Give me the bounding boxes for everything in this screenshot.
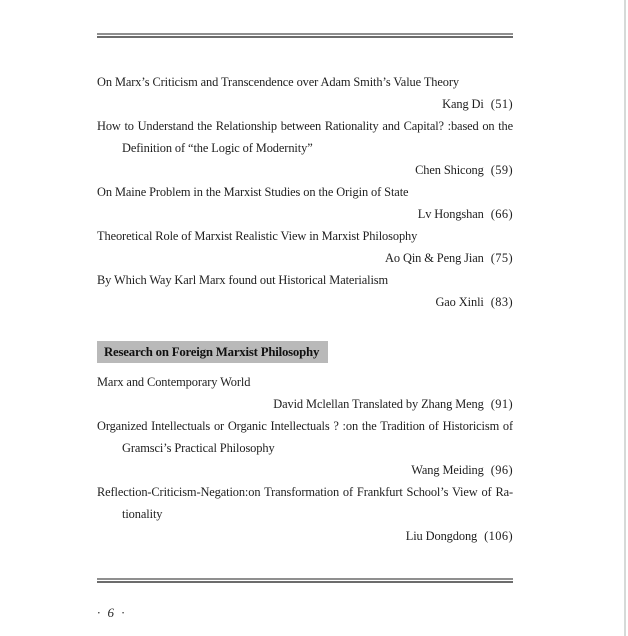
author-name: Gao Xinli <box>435 295 484 309</box>
author-name: Lv Hongshan <box>417 207 484 221</box>
toc-entry-author-line <box>97 525 513 547</box>
toc-entry-author-line <box>97 291 513 313</box>
author-name: Liu Dongdong <box>405 529 478 543</box>
author-name: David Mclellan Translated by Zhang Meng <box>273 397 484 411</box>
page-ref: (91) <box>490 397 513 411</box>
toc-entry-title: On Marx’s Criticism and Transcendence over Adam Smith’s Value Theory <box>97 75 460 89</box>
page-ref: (83) <box>490 295 513 309</box>
top-double-rule <box>97 33 513 38</box>
toc-entry-title: Marx and Contemporary World <box>97 375 251 389</box>
page-ref: (75) <box>490 251 513 265</box>
toc-entry-title-continuation: Gramsci’s Practical Philosophy <box>122 441 275 455</box>
toc-entry-title: Theoretical Role of Marxist Realistic View in Marxist Philosophy <box>97 229 418 243</box>
toc-entry-author-line <box>97 247 513 269</box>
section-header-row <box>97 341 513 363</box>
toc-entry-title: How to Understand the Relationship between Rationality and Capital? :based on the <box>97 119 513 133</box>
author-name: Ao Qin & Peng Jian <box>385 251 484 265</box>
author-name: Kang Di <box>442 97 484 111</box>
page-ref: (51) <box>490 97 513 111</box>
toc-entry-author-line <box>97 159 513 181</box>
toc-entry-title-continuation: tionality <box>122 507 163 521</box>
footer-page-number: · 6 · <box>97 605 127 620</box>
toc-entry-title: On Maine Problem in the Marxist Studies on the Origin of State <box>97 185 409 199</box>
toc-entry-title-continuation: Definition of “the Logic of Modernity” <box>122 141 313 155</box>
page-edge-line <box>624 0 626 636</box>
author-name: Wang Meiding <box>411 463 484 477</box>
page-ref: (66) <box>490 207 513 221</box>
author-name: Chen Shicong <box>415 163 484 177</box>
toc-entry-title: Organized Intellectuals or Organic Intellectuals ? :on the Tradition of Historicism of <box>97 419 513 433</box>
bottom-double-rule <box>97 578 513 583</box>
toc-entry-author-line <box>97 203 513 225</box>
toc-entry-author-line <box>97 93 513 115</box>
toc-entry-author-line <box>97 459 513 481</box>
page-ref: (106) <box>484 529 513 543</box>
toc-entry-title: Reflection-Criticism-Negation:on Transformation of Frankfurt School’s View of Ra- <box>97 485 513 499</box>
page-ref: (59) <box>490 163 513 177</box>
toc-content <box>97 71 513 547</box>
page-ref: (96) <box>490 463 513 477</box>
section-header: Research on Foreign Marxist Philosophy <box>97 341 328 363</box>
section-gap <box>97 313 513 341</box>
toc-entry-title: By Which Way Karl Marx found out Historical Materialism <box>97 273 389 287</box>
toc-entry-author-line <box>97 393 513 415</box>
